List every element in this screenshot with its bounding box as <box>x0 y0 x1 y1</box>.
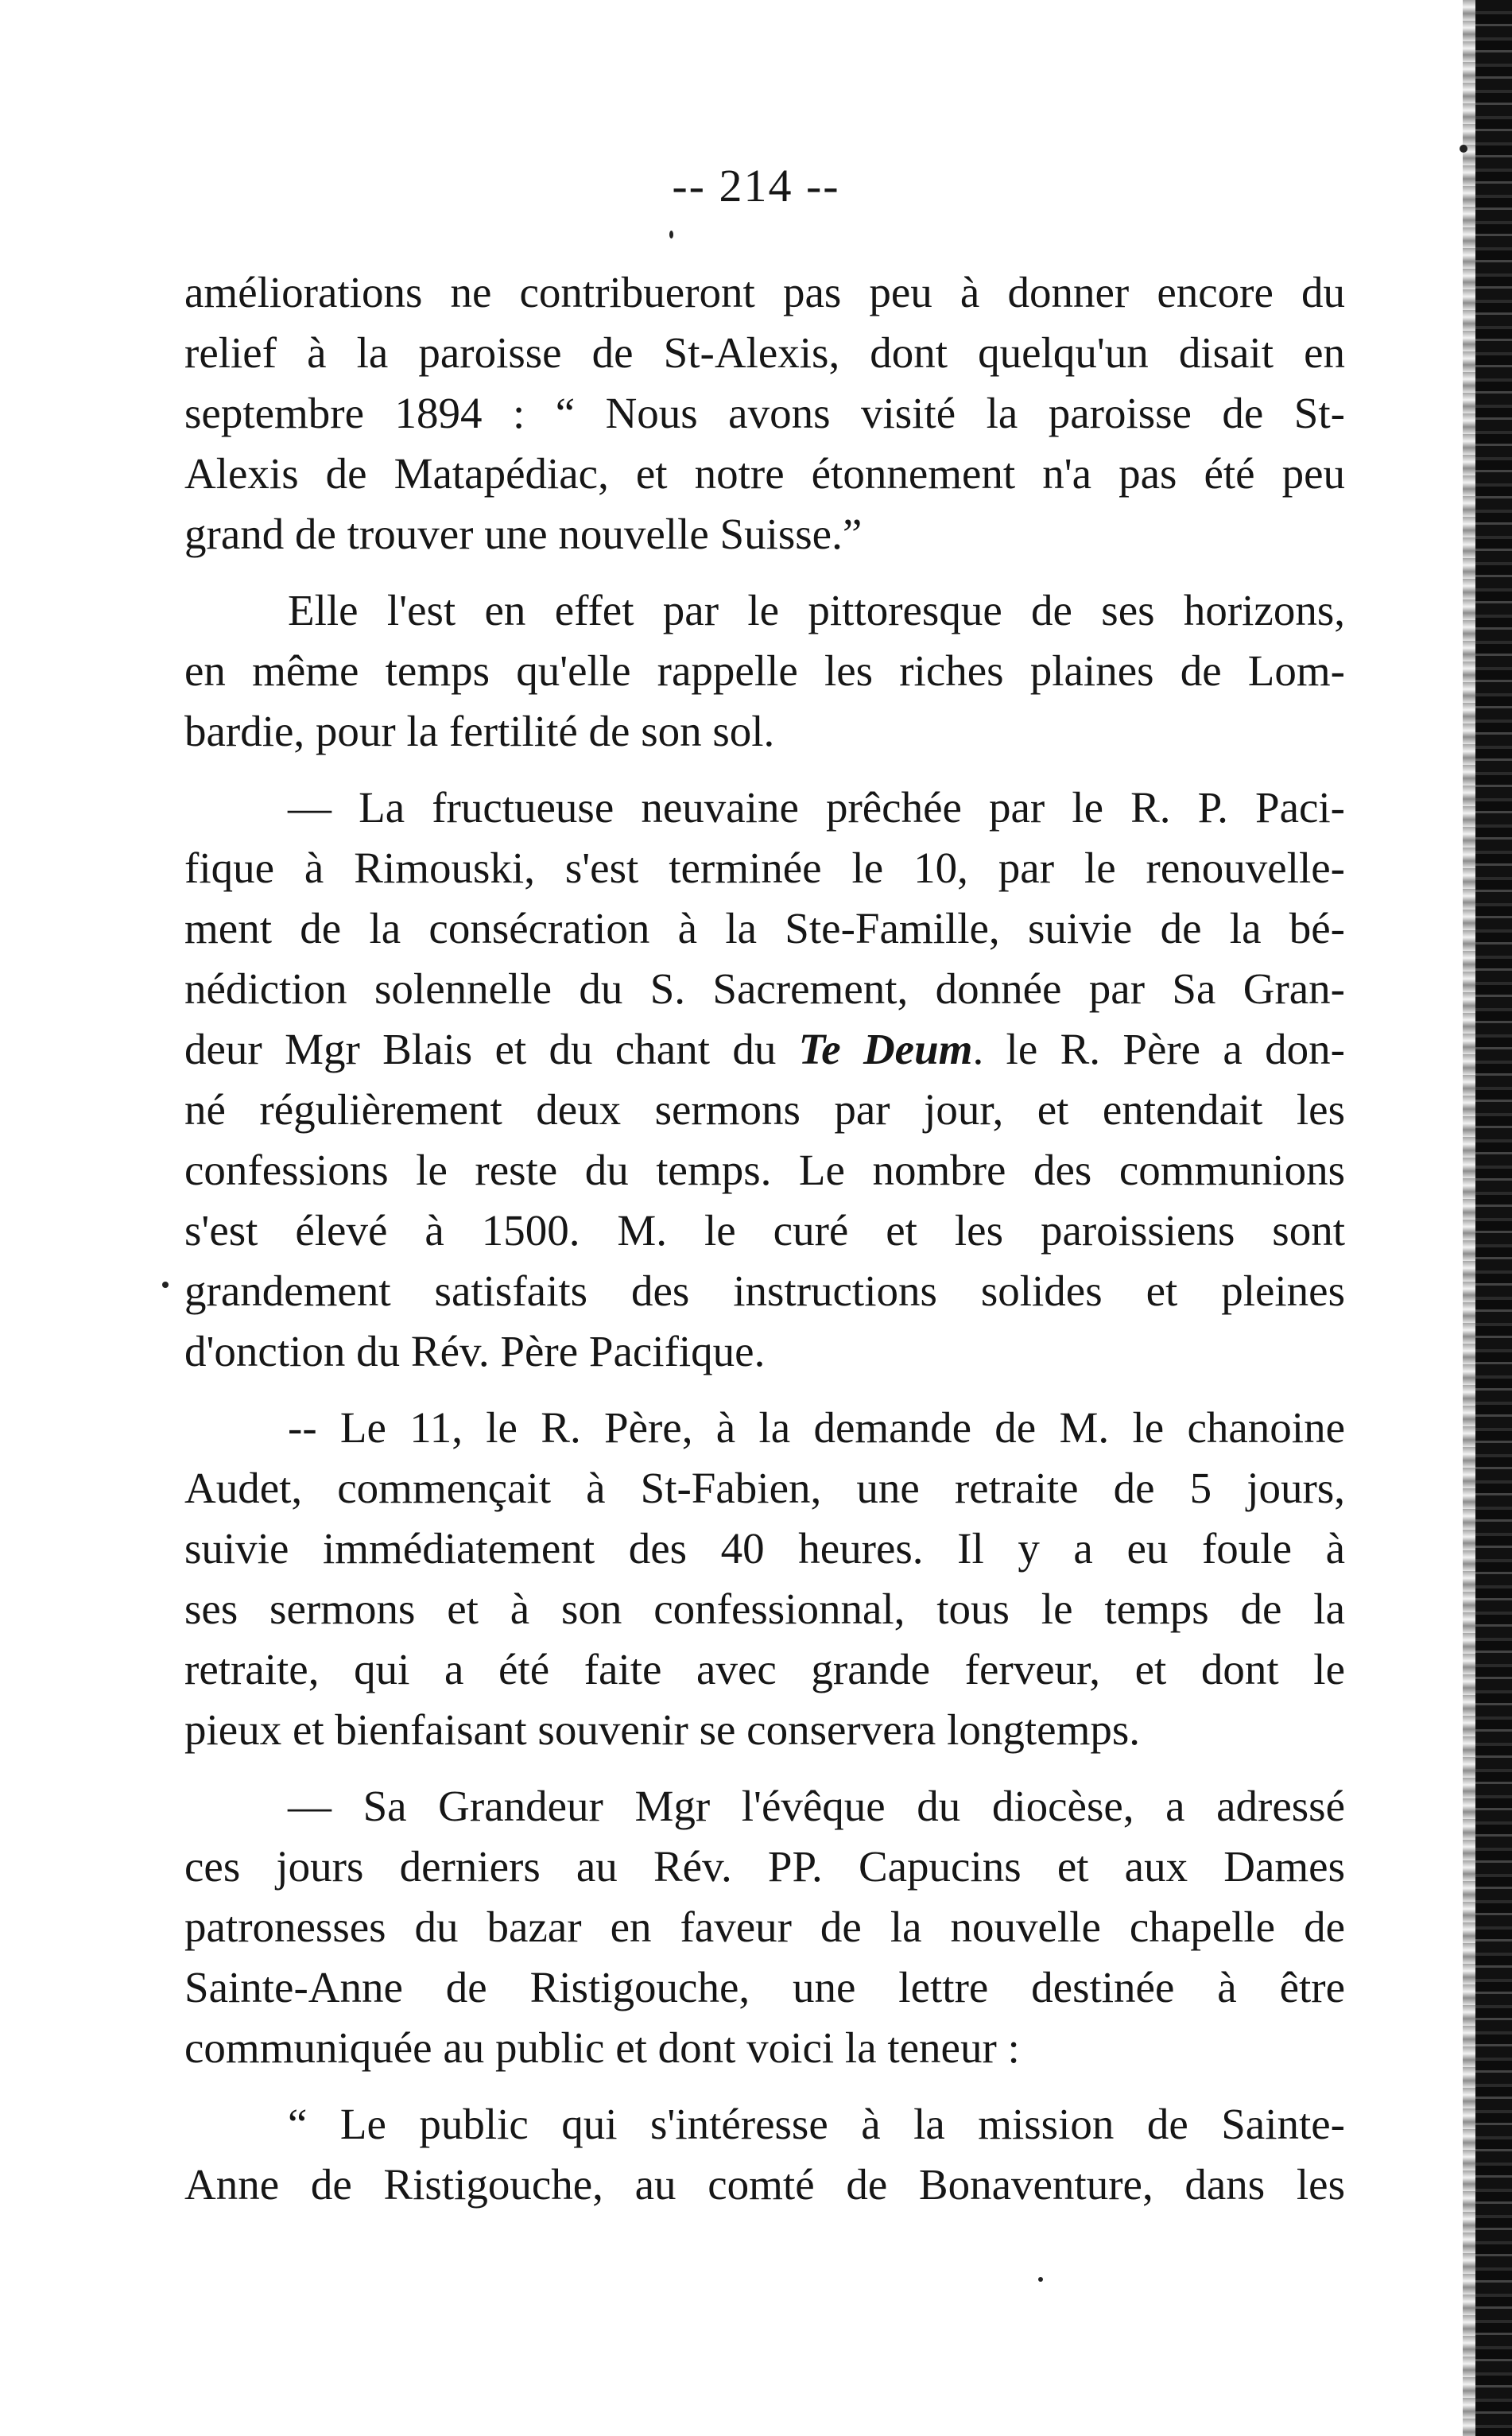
text-line-te-deum <box>184 1019 1345 1080</box>
text-line: septembre 1894 : “ Nous avons visité la paroisse de St- <box>184 389 1345 437</box>
text-line: -- Le 11, le R. Père, à la demande de M. le chanoine <box>288 1403 1345 1452</box>
text-line: d'onction du Rév. Père Pacifique. <box>184 1327 766 1375</box>
text-line: “ Le public qui s'intéresse à la mission de Sainte- <box>288 2100 1345 2148</box>
paragraph-1 <box>184 262 1345 564</box>
scan-speck <box>162 1282 169 1288</box>
text-line: grandement satisfaits des instructions solides et pleines <box>184 1266 1345 1315</box>
text-line: relief à la paroisse de St-Alexis, dont quelqu'un disait en <box>184 328 1345 377</box>
text-line: — La fructueuse neuvaine prêchée par le R. P. Paci- <box>288 783 1345 832</box>
text-line: nédiction solennelle du S. Sacrement, donnée par Sa Gran- <box>184 964 1345 1013</box>
paragraph-3 <box>184 778 1345 1382</box>
te-deum-italic: Te Deum <box>798 1025 973 1073</box>
text-line: pieux et bienfaisant souvenir se conservera longtemps. <box>184 1705 1140 1754</box>
text-line: s'est élevé à 1500. M. le curé et les paroissiens sont <box>184 1206 1345 1255</box>
text-line: fique à Rimouski, s'est terminée le 10, par le renouvelle- <box>184 844 1345 892</box>
body-text <box>184 262 1345 2215</box>
scan-speck <box>669 231 673 239</box>
scan-speck <box>1460 145 1467 153</box>
te-deum-after: . le R. Père a don- <box>972 1025 1345 1073</box>
text-line: bardie, pour la fertilité de son sol. <box>184 707 775 755</box>
text-line: ment de la consécration à la Ste-Famille, suivie de la bé- <box>184 904 1345 952</box>
text-line: améliorations ne contribueront pas peu à donner encore du <box>184 268 1345 316</box>
te-deum-before: deur Mgr Blais et du chant du <box>184 1025 799 1073</box>
text-line: Sainte-Anne de Ristigouche, une lettre destinée à être <box>184 1963 1345 2011</box>
text-line: communiquée au public et dont voici la teneur : <box>184 2023 1020 2072</box>
text-line: — Sa Grandeur Mgr l'évêque du diocèse, a adressé <box>288 1782 1345 1830</box>
text-line: suivie immédiatement des 40 heures. Il y a eu foule à <box>184 1524 1345 1573</box>
text-line: en même temps qu'elle rappelle les riches plaines de Lom- <box>184 646 1345 695</box>
paragraph-4 <box>184 1398 1345 1760</box>
page-edge-shadow <box>1463 0 1475 2436</box>
text-line: grand de trouver une nouvelle Suisse.” <box>184 510 863 558</box>
text-line: Alexis de Matapédiac, et notre étonnement n'a pas été peu <box>184 449 1345 498</box>
text-line: Audet, commençait à St-Fabien, une retraite de 5 jours, <box>184 1464 1345 1512</box>
text-line: confessions le reste du temps. Le nombre des communions <box>184 1146 1345 1194</box>
paragraph-6 <box>184 2094 1345 2215</box>
paragraph-2 <box>184 580 1345 762</box>
page-number: -- 214 -- <box>672 160 840 211</box>
text-line: Anne de Ristigouche, au comté de Bonaventure, dans les <box>184 2160 1345 2209</box>
text-line: né régulièrement deux sermons par jour, et entendait les <box>184 1085 1345 1134</box>
text-line: patronesses du bazar en faveur de la nouvelle chapelle de <box>184 1903 1345 1951</box>
text-line: ses sermons et à son confessionnal, tous le temps de la <box>184 1585 1345 1633</box>
text-line: retraite, qui a été faite avec grande ferveur, et dont le <box>184 1645 1345 1693</box>
text-line: Elle l'est en effet par le pittoresque de ses horizons, <box>288 586 1345 634</box>
paragraph-5 <box>184 1776 1345 2078</box>
text-line: ces jours derniers au Rév. PP. Capucins et aux Dames <box>184 1842 1345 1891</box>
scan-speck <box>1038 2277 1043 2282</box>
book-edge <box>1475 0 1512 2436</box>
